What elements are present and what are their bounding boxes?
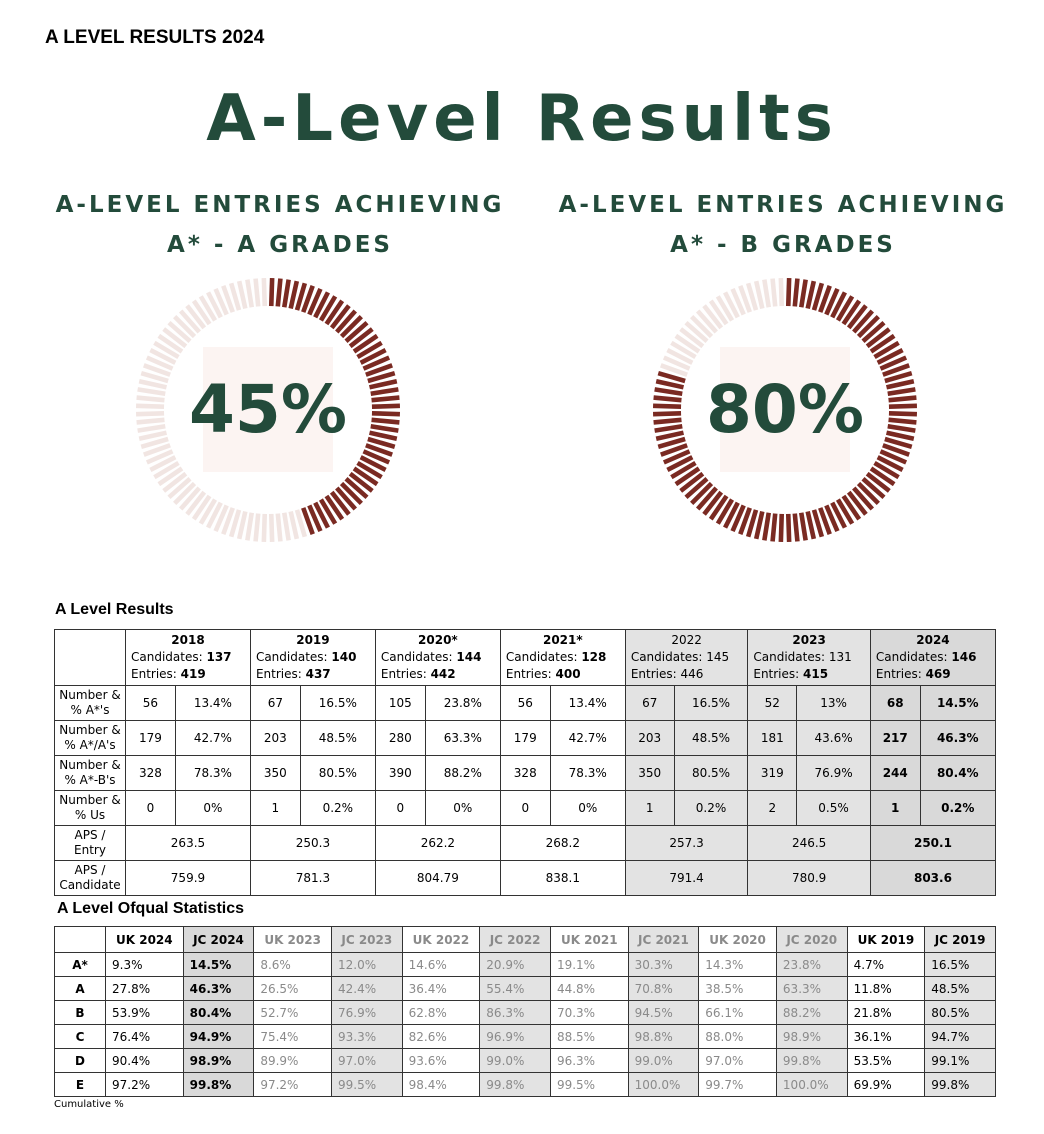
results-table xyxy=(54,629,996,896)
table-cell: 759.9 xyxy=(126,861,251,896)
dial-tick-empty xyxy=(278,514,281,542)
table-cell: 55.4% xyxy=(480,977,551,1001)
footnote: Cumulative % xyxy=(54,1099,124,1110)
table-cell: 780.9 xyxy=(748,861,871,896)
ofqual-row xyxy=(55,1049,996,1073)
table-cell: 0 xyxy=(500,791,550,826)
table-cell: 1 xyxy=(250,791,300,826)
table-cell: 0.2% xyxy=(920,791,995,826)
dial-tick-empty xyxy=(271,514,272,542)
table-cell: 96.3% xyxy=(550,1049,628,1073)
column-header: UK 2022 xyxy=(402,927,480,953)
year-head-2019: 2019 Candidates: 140 Entries: 437 xyxy=(250,630,375,686)
results-header-row xyxy=(55,630,996,686)
dial-tick-filled xyxy=(271,278,272,306)
table-cell: 0.5% xyxy=(797,791,871,826)
row-label: APS / Candidate xyxy=(55,861,126,896)
dial-a-grades xyxy=(133,275,403,545)
dial-heading-line2: A* - B GRADES xyxy=(670,232,896,258)
table-cell: 70.3% xyxy=(550,1001,628,1025)
table-cell: 8.6% xyxy=(254,953,332,977)
dial-tick-filled xyxy=(278,279,281,307)
table-cell: 13.4% xyxy=(175,686,250,721)
table-cell: 88.0% xyxy=(699,1025,777,1049)
table-cell: 80.5% xyxy=(300,756,375,791)
dial-tick-filled xyxy=(788,514,789,542)
table-cell: 63.3% xyxy=(425,721,500,756)
table-cell: 262.2 xyxy=(375,826,500,861)
table-cell: 244 xyxy=(870,756,920,791)
table-cell: 0 xyxy=(375,791,425,826)
table-cell: 12.0% xyxy=(331,953,402,977)
corner-cell xyxy=(55,630,126,686)
dial-tick-empty xyxy=(239,511,245,538)
dial-tick-empty xyxy=(239,281,245,308)
table-cell: 94.9% xyxy=(183,1025,254,1049)
dial-tick-empty xyxy=(284,513,288,541)
column-header: JC 2020 xyxy=(776,927,847,953)
column-header: JC 2021 xyxy=(628,927,699,953)
dial-heading-a-grades xyxy=(50,185,510,265)
ofqual-row xyxy=(55,1001,996,1025)
dial-tick-filled xyxy=(756,511,762,538)
table-cell: 78.3% xyxy=(550,756,625,791)
table-cell: 80.4% xyxy=(920,756,995,791)
dial-tick-empty xyxy=(247,280,251,308)
dial-tick-filled xyxy=(801,280,805,308)
table-cell: 93.3% xyxy=(331,1025,402,1049)
table-cell: 0 xyxy=(126,791,176,826)
results-row xyxy=(55,721,996,756)
table-cell: 99.1% xyxy=(925,1049,996,1073)
table-cell: 75.4% xyxy=(254,1025,332,1049)
table-cell: 99.8% xyxy=(776,1049,847,1073)
table-cell: 98.9% xyxy=(183,1049,254,1073)
ofqual-row xyxy=(55,953,996,977)
table-cell: 804.79 xyxy=(375,861,500,896)
column-header: UK 2020 xyxy=(699,927,777,953)
table-cell: 16.5% xyxy=(674,686,748,721)
table-cell: 88.5% xyxy=(550,1025,628,1049)
dial-tick-empty xyxy=(247,513,251,541)
table-cell: 263.5 xyxy=(126,826,251,861)
table-cell: 46.3% xyxy=(183,977,254,1001)
table-cell: 328 xyxy=(126,756,176,791)
ofqual-header-row xyxy=(55,927,996,953)
table-cell: 14.3% xyxy=(699,953,777,977)
table-cell: 98.9% xyxy=(776,1025,847,1049)
table-cell: 21.8% xyxy=(847,1001,925,1025)
dial-tick-filled xyxy=(773,514,776,542)
table-cell: 30.3% xyxy=(628,953,699,977)
dial-tick-filled xyxy=(781,514,782,542)
results-row xyxy=(55,756,996,791)
dial-tick-filled xyxy=(795,279,798,307)
table-cell: 23.8% xyxy=(425,686,500,721)
table-cell: 328 xyxy=(500,756,550,791)
table-cell: 100.0% xyxy=(628,1073,699,1097)
dial-tick-filled xyxy=(801,513,805,541)
table-cell: 42.7% xyxy=(550,721,625,756)
table-cell: 36.1% xyxy=(847,1025,925,1049)
table-cell: 97.0% xyxy=(331,1049,402,1073)
year-head-2021: 2021* Candidates: 128 Entries: 400 xyxy=(500,630,625,686)
year-head-2022: 2022 Candidates: 145 Entries: 446 xyxy=(625,630,748,686)
dial-tick-empty xyxy=(256,514,259,542)
table-cell: 56 xyxy=(500,686,550,721)
document-title: A LEVEL RESULTS 2024 xyxy=(45,27,265,48)
page-title: A-Level Results xyxy=(206,82,838,156)
grade-label: C xyxy=(55,1025,106,1049)
table-cell: 14.5% xyxy=(183,953,254,977)
table-cell: 1 xyxy=(625,791,674,826)
column-header: JC 2022 xyxy=(480,927,551,953)
table-cell: 36.4% xyxy=(402,977,480,1001)
table-cell: 0.2% xyxy=(674,791,748,826)
table-cell: 80.5% xyxy=(925,1001,996,1025)
year-head-2023: 2023 Candidates: 131 Entries: 415 xyxy=(748,630,871,686)
table-cell: 96.9% xyxy=(480,1025,551,1049)
table-cell: 97.0% xyxy=(699,1049,777,1073)
table-cell: 78.3% xyxy=(175,756,250,791)
dial-percentage: 80% xyxy=(706,371,864,448)
table-cell: 99.8% xyxy=(925,1073,996,1097)
table-cell: 203 xyxy=(250,721,300,756)
aps-row xyxy=(55,861,996,896)
table-cell: 86.3% xyxy=(480,1001,551,1025)
table-cell: 246.5 xyxy=(748,826,871,861)
table-cell: 14.6% xyxy=(402,953,480,977)
table-cell: 781.3 xyxy=(250,861,375,896)
table-cell: 9.3% xyxy=(106,953,184,977)
table-cell: 16.5% xyxy=(300,686,375,721)
table-cell: 62.8% xyxy=(402,1001,480,1025)
table-cell: 97.2% xyxy=(254,1073,332,1097)
table-cell: 11.8% xyxy=(847,977,925,1001)
table-cell: 67 xyxy=(250,686,300,721)
year-head-2020: 2020* Candidates: 144 Entries: 442 xyxy=(375,630,500,686)
table-cell: 82.6% xyxy=(402,1025,480,1049)
table-cell: 99.7% xyxy=(699,1073,777,1097)
table-cell: 76.4% xyxy=(106,1025,184,1049)
ofqual-row xyxy=(55,1025,996,1049)
table-cell: 280 xyxy=(375,721,425,756)
table-cell: 181 xyxy=(748,721,797,756)
grade-label: E xyxy=(55,1073,106,1097)
table-cell: 88.2% xyxy=(425,756,500,791)
table-cell: 38.5% xyxy=(699,977,777,1001)
dial-heading-line1: A-LEVEL ENTRIES ACHIEVING xyxy=(55,192,505,218)
table-cell: 0% xyxy=(425,791,500,826)
table-cell: 0% xyxy=(175,791,250,826)
column-header: JC 2019 xyxy=(925,927,996,953)
row-label: Number & % A*/A's xyxy=(55,721,126,756)
table-cell: 93.6% xyxy=(402,1049,480,1073)
table-cell: 48.5% xyxy=(925,977,996,1001)
table-cell: 1 xyxy=(870,791,920,826)
table-cell: 20.9% xyxy=(480,953,551,977)
table-cell: 67 xyxy=(625,686,674,721)
table-cell: 80.4% xyxy=(183,1001,254,1025)
table-cell: 98.4% xyxy=(402,1073,480,1097)
table-cell: 268.2 xyxy=(500,826,625,861)
table-cell: 99.8% xyxy=(480,1073,551,1097)
table-cell: 203 xyxy=(625,721,674,756)
dial-tick-filled xyxy=(808,511,814,538)
table-cell: 56 xyxy=(126,686,176,721)
row-label: Number & % Us xyxy=(55,791,126,826)
dial-tick-filled xyxy=(284,280,288,308)
table-cell: 42.4% xyxy=(331,977,402,1001)
dial-tick-empty xyxy=(781,278,782,306)
table-cell: 26.5% xyxy=(254,977,332,1001)
table-cell: 250.3 xyxy=(250,826,375,861)
table-cell: 94.5% xyxy=(628,1001,699,1025)
table-cell: 98.8% xyxy=(628,1025,699,1049)
dial-heading-b-grades xyxy=(553,185,1013,265)
dial-tick-empty xyxy=(773,279,776,307)
table-cell: 99.0% xyxy=(628,1049,699,1073)
table-cell: 53.5% xyxy=(847,1049,925,1073)
table-cell: 179 xyxy=(126,721,176,756)
grade-label: A* xyxy=(55,953,106,977)
table-cell: 217 xyxy=(870,721,920,756)
table-cell: 94.7% xyxy=(925,1025,996,1049)
row-label: Number & % A*'s xyxy=(55,686,126,721)
table-cell: 14.5% xyxy=(920,686,995,721)
table-cell: 48.5% xyxy=(674,721,748,756)
grade-label: B xyxy=(55,1001,106,1025)
table-cell: 76.9% xyxy=(331,1001,402,1025)
column-header: JC 2024 xyxy=(183,927,254,953)
dial-tick-filled xyxy=(764,513,768,541)
column-header: UK 2023 xyxy=(254,927,332,953)
table-cell: 390 xyxy=(375,756,425,791)
dial-b-grades xyxy=(650,275,920,545)
table-cell: 2 xyxy=(748,791,797,826)
table-cell: 19.1% xyxy=(550,953,628,977)
results-row xyxy=(55,686,996,721)
table-cell: 838.1 xyxy=(500,861,625,896)
dial-heading-line1: A-LEVEL ENTRIES ACHIEVING xyxy=(558,192,1008,218)
table-cell: 4.7% xyxy=(847,953,925,977)
table-cell: 0% xyxy=(550,791,625,826)
table-cell: 43.6% xyxy=(797,721,871,756)
dial-tick-empty xyxy=(291,511,297,538)
dial-tick-filled xyxy=(788,278,789,306)
dial-percentage: 45% xyxy=(189,371,347,448)
table-cell: 70.8% xyxy=(628,977,699,1001)
dial-tick-empty xyxy=(256,279,259,307)
table-cell: 46.3% xyxy=(920,721,995,756)
year-head-2018: 2018 Candidates: 137 Entries: 419 xyxy=(126,630,251,686)
results-table-title: A Level Results xyxy=(55,601,174,618)
table-cell: 80.5% xyxy=(674,756,748,791)
dial-heading-line2: A* - A GRADES xyxy=(167,232,393,258)
grade-label: D xyxy=(55,1049,106,1073)
table-cell: 52 xyxy=(748,686,797,721)
table-cell: 23.8% xyxy=(776,953,847,977)
dial-tick-filled xyxy=(291,281,297,308)
table-cell: 179 xyxy=(500,721,550,756)
table-cell: 76.9% xyxy=(797,756,871,791)
results-row xyxy=(55,791,996,826)
table-cell: 89.9% xyxy=(254,1049,332,1073)
table-cell: 42.7% xyxy=(175,721,250,756)
table-cell: 52.7% xyxy=(254,1001,332,1025)
ofqual-table xyxy=(54,926,996,1097)
ofqual-table-title: A Level Ofqual Statistics xyxy=(57,900,245,917)
column-header: UK 2021 xyxy=(550,927,628,953)
dial-tick-empty xyxy=(756,281,762,308)
table-cell: 99.5% xyxy=(331,1073,402,1097)
table-cell: 250.1 xyxy=(870,826,995,861)
year-head-2024: 2024 Candidates: 146 Entries: 469 xyxy=(870,630,995,686)
table-cell: 257.3 xyxy=(625,826,748,861)
dial-tick-empty xyxy=(764,280,768,308)
table-cell: 350 xyxy=(625,756,674,791)
table-cell: 44.8% xyxy=(550,977,628,1001)
column-header: JC 2023 xyxy=(331,927,402,953)
table-cell: 319 xyxy=(748,756,797,791)
table-cell: 53.9% xyxy=(106,1001,184,1025)
table-cell: 97.2% xyxy=(106,1073,184,1097)
aps-row xyxy=(55,826,996,861)
table-cell: 13% xyxy=(797,686,871,721)
table-cell: 350 xyxy=(250,756,300,791)
table-cell: 48.5% xyxy=(300,721,375,756)
table-cell: 16.5% xyxy=(925,953,996,977)
dial-tick-filled xyxy=(808,281,814,308)
table-cell: 99.8% xyxy=(183,1073,254,1097)
ofqual-row xyxy=(55,1073,996,1097)
dial-tick-empty xyxy=(264,514,265,542)
table-cell: 90.4% xyxy=(106,1049,184,1073)
table-cell: 69.9% xyxy=(847,1073,925,1097)
dial-tick-empty xyxy=(264,278,265,306)
row-label: APS / Entry xyxy=(55,826,126,861)
column-header: UK 2019 xyxy=(847,927,925,953)
table-cell: 99.0% xyxy=(480,1049,551,1073)
table-cell: 63.3% xyxy=(776,977,847,1001)
row-label: Number & % A*-B's xyxy=(55,756,126,791)
corner-cell xyxy=(55,927,106,953)
table-cell: 66.1% xyxy=(699,1001,777,1025)
table-cell: 105 xyxy=(375,686,425,721)
table-cell: 27.8% xyxy=(106,977,184,1001)
dial-tick-filled xyxy=(795,514,798,542)
grade-label: A xyxy=(55,977,106,1001)
column-header: UK 2024 xyxy=(106,927,184,953)
table-cell: 68 xyxy=(870,686,920,721)
table-cell: 803.6 xyxy=(870,861,995,896)
table-cell: 88.2% xyxy=(776,1001,847,1025)
table-cell: 100.0% xyxy=(776,1073,847,1097)
table-cell: 791.4 xyxy=(625,861,748,896)
ofqual-row xyxy=(55,977,996,1001)
table-cell: 13.4% xyxy=(550,686,625,721)
table-cell: 99.5% xyxy=(550,1073,628,1097)
table-cell: 0.2% xyxy=(300,791,375,826)
